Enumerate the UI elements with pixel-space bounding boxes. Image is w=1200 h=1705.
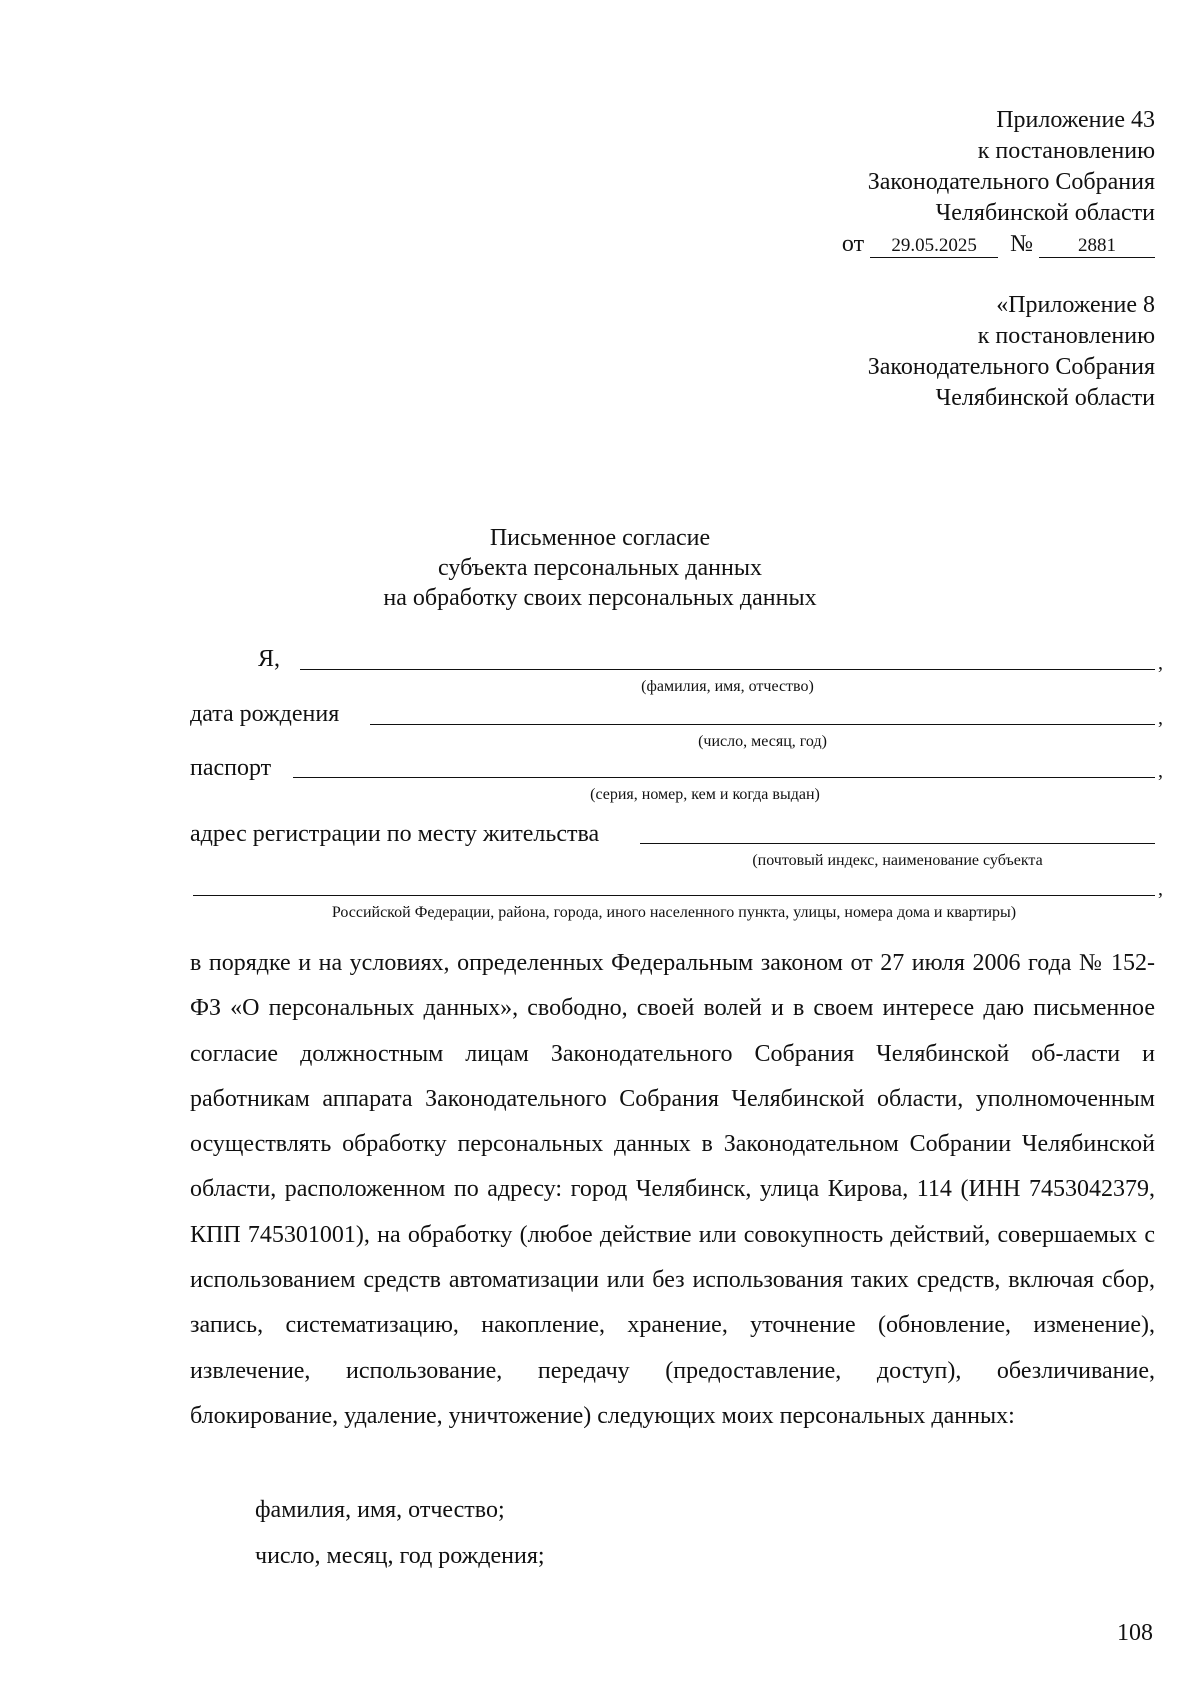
birth-caption: (число, месяц, год) xyxy=(698,733,827,750)
list-item: фамилия, имя, отчество; xyxy=(255,1497,505,1523)
title-line-2: субъекта персональных данных xyxy=(438,555,762,581)
fio-field[interactable] xyxy=(300,669,1155,670)
quoted-assembly: Законодательного Собрания xyxy=(867,354,1155,380)
quoted-to-resolution: к постановлению xyxy=(977,323,1155,349)
date-prefix: от xyxy=(841,231,865,257)
title-line-1: Письменное согласие xyxy=(489,525,711,551)
address-caption-1: (почтовый индекс, наименование субъекта xyxy=(752,852,1043,869)
page-number: 108 xyxy=(1117,1620,1153,1646)
address-caption-2: Российской Федерации, района, города, иного населенного пункта, улицы, номера дома и квартиры) xyxy=(331,904,1017,921)
passport-comma: , xyxy=(1158,760,1163,782)
birth-label: дата рождения xyxy=(190,701,340,727)
appendix-title: Приложение 43 xyxy=(996,107,1155,133)
appendix-region: Челябинской области xyxy=(935,200,1155,226)
address-field-continued[interactable] xyxy=(193,895,1155,896)
date-value: 29.05.2025 xyxy=(870,235,998,258)
title-line-3: на обработку своих персональных данных xyxy=(383,585,817,611)
document-title xyxy=(0,523,1200,613)
appendix-assembly: Законодательного Собрания xyxy=(867,169,1155,195)
passport-label: паспорт xyxy=(190,755,272,781)
quoted-appendix-header xyxy=(868,290,1155,414)
appendix-date-line xyxy=(842,229,1155,260)
address-comma: , xyxy=(1158,878,1163,900)
fio-caption: (фамилия, имя, отчество) xyxy=(641,678,814,695)
passport-field[interactable] xyxy=(293,777,1155,778)
number-sign: № xyxy=(1010,231,1033,257)
passport-caption: (серия, номер, кем и когда выдан) xyxy=(590,786,820,803)
birth-field[interactable] xyxy=(370,724,1155,725)
consent-paragraph: в порядке и на условиях, определенных Федеральным законом от 27 июля 2006 года № 152-ФЗ «О персональных данных», свободно, своей волей и в своем интересе даю письменное согласие должностным лицам Законодательного Собрания Челябинской об-ласти и работникам аппарата Законодательного Собрания Челябинской области, уполномоченным осуществлять обработку персональных данных в Законодательном Собрании Челябинской области, расположенном по адресу: город Челябинск, улица Кирова, 114 (ИНН 7453042379, КПП 745301001), на обработку (любое действие или совокупность действий, совершаемых с использованием средств автоматизации или без использования таких средств, включая сбор, запись, систематизацию, накопление, хранение, уточнение (обновление, изменение), извлечение, использование, передачу (предоставление, доступ), обезличивание, блокирование, удаление, уничтожение) следующих моих персональных данных: xyxy=(190,950,1155,1429)
quoted-appendix-title: «Приложение 8 xyxy=(996,292,1155,318)
birth-comma: , xyxy=(1158,707,1163,729)
quoted-region: Челябинской области xyxy=(935,385,1155,411)
appendix-to-resolution: к постановлению xyxy=(977,138,1155,164)
address-label: адрес регистрации по месту жительства xyxy=(190,821,600,847)
fio-comma: , xyxy=(1158,652,1163,674)
number-value: 2881 xyxy=(1039,235,1155,258)
appendix-header xyxy=(842,105,1155,260)
ya-label: Я, xyxy=(258,646,281,672)
address-field[interactable] xyxy=(640,843,1155,844)
list-item: число, месяц, год рождения; xyxy=(255,1543,545,1569)
